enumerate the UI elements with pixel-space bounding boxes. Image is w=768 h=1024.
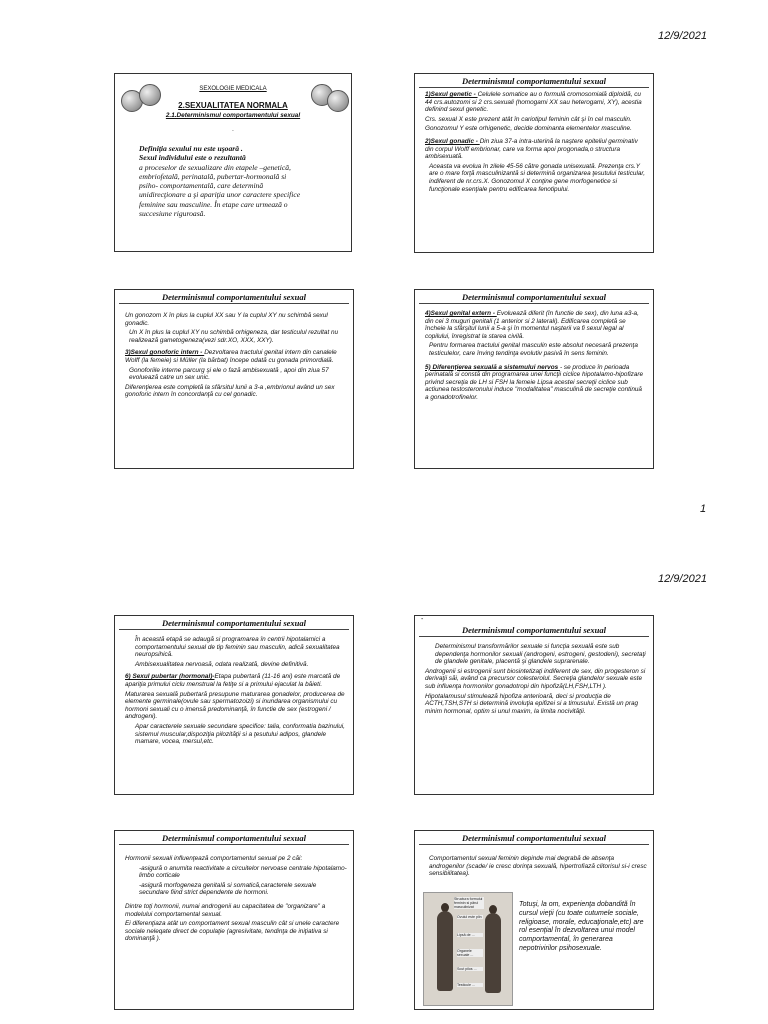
slide-androgeni xyxy=(114,830,354,1010)
slide-dash: - xyxy=(421,616,424,623)
page1-date: 12/9/2021 xyxy=(658,30,707,42)
slide-body xyxy=(415,637,653,715)
slide-sex-pubertar xyxy=(114,615,354,795)
cover-line: psiho- comportamentală, care determină xyxy=(139,181,264,191)
slide-title: Determinismul comportamentului sexual xyxy=(419,74,649,88)
page-number: 1 xyxy=(700,503,707,515)
slide-sex-gonoforic xyxy=(114,289,354,469)
cover-title: 2.SEXUALITATEA NORMALA xyxy=(178,101,288,110)
slide-sex-genital-extern xyxy=(414,289,654,469)
cover-line: feminine sau masculine. În etape care urmează o xyxy=(139,199,288,209)
cover-body xyxy=(139,144,343,218)
slide-side-text xyxy=(515,901,649,954)
para-lead: 6) Sexul pubertar (hormonal)- xyxy=(125,673,215,681)
para-text: Ambisexualitatea nervoasă, odata realizată, devine definitivă. xyxy=(135,660,309,668)
slide-sex-genetic xyxy=(414,73,654,253)
para-text: Gonozomul Y este orhigenetic, decide dominanta elementelor masculine. xyxy=(425,125,632,133)
para-text: Evoluează diferit (în functie de sex), din luna a3-a, din cei 3 muguri genitali (1 anterior si 2 laterali). Edificarea completă se încheie la sfârşitul lunii a 5-a şi în momentul naşterii va fi sexul legal al copilului, înregistrat la starea civilă. xyxy=(425,310,639,340)
slide-title: Determinismul comportamentului sexual xyxy=(119,290,349,304)
para-text: Un gonozom X în plus la cuplul XX sau Y la cuplul XY nu schimbă sexul gonadic. xyxy=(125,312,328,327)
slide-body xyxy=(415,88,653,193)
para-text: Pentru formarea tractului genital masculin este absolut necesară prezenţa testiculelor, care înving tendinţa evolutiv pasivă în sens feminin. xyxy=(429,342,638,357)
figure-label: Lipsă de ... xyxy=(457,933,483,937)
slide-title: Determinismul comportamentului sexual xyxy=(419,290,649,304)
para-text: Un X în plus la cuplul XY nu schimbă orhigeneza, dar testiculul rezultat nu realizează gametogeneza(vezi sdr.XO, XXX, XXY). xyxy=(129,329,339,344)
figure-label: Organele sexuale ... xyxy=(457,949,483,957)
para-text: Celulele somatice au o formulă cromosomială diploidă, cu 44 crs.autozomi si 2 crs.sexuali (homogami XX sau heterogami, XY), acestia definind sexul genetic. xyxy=(425,91,642,114)
slide-title: Determinismul comportamentului sexual xyxy=(419,623,649,637)
para-text: Hipotalamusul stimulează hipofiza anterioară, deci si producţia de ACTH,TSH,STH si determină involuţia epifizei si a timusului. Există un prag minim hormonal, optim si unul maxim, la limita nocivităţii. xyxy=(425,692,639,715)
para-text: -asigură morfogeneza genitală si somatică,caracterele sexuale secundare fiind strict dependente de hormoni. xyxy=(139,881,317,897)
para-text: Determinismul transformărilor sexuale si funcţia sexuală este sub dependenţa hormonilor sexuali (androgeni, estrogeni, gestodeni), secretaţi de glandele genitale, placentă şi glandele suprarenale. xyxy=(435,643,646,666)
figure-label: Testicule ... xyxy=(457,983,483,987)
para-text: Gonoforiile interne parcurg şi ele o fază ambisexuată , apoi din ziua 57 evoluează catre un sex unic. xyxy=(129,366,329,382)
cover-subtitle: 2.1.Determinismul comportamentului sexual xyxy=(165,112,301,119)
slide-title: Determinismul comportamentului sexual xyxy=(119,831,349,845)
slide-intro xyxy=(415,845,653,878)
para-text: - se produce în perioada perinatală si constă din programarea unei funcţii ciclice hipotalamo-hipofizare privind secreţia de LH si FSH la femeie Lipsa acestei secreţii ciclice sub actiunea testosteronului induce "modalitatea" masculină de secreţie continuă a gonadotrofinelor. xyxy=(425,363,644,401)
para-text: Apar caracterele sexuale secundare specifice: talia, conformatia bazinului, sistemul muscular,dispoziţia pilozităţii si a ţesutului adipos, glandele mamare, vocea, mersul,etc. xyxy=(135,722,345,746)
slide-comportament-feminin xyxy=(414,830,654,1010)
slide-cover xyxy=(114,73,352,252)
para-text: Dezvoltarea tractului genital intern din canalele Wolff (la femeie) si Müller (la bărbat) începe odată cu gonada primordială. xyxy=(125,349,337,364)
slide-hormoni-sexuali xyxy=(414,615,654,795)
para-text: Crs. sexual X este prezent atât în cariotipul feminin cât şi în cel masculin. xyxy=(425,115,632,123)
para-lead: 5) Diferenţierea sexuală a sistemului nervos xyxy=(425,363,560,371)
slide-body xyxy=(115,845,353,943)
para-text: Totuşi, la om, experienţa dobandită în cursul vieţii (cu toate cutumele sociale, religioase, morale, educaţionale,etc) are rol esenţial în dezvoltarea unui model comportamental, în generarea nepotrivirilor psihosexuale. xyxy=(519,901,644,952)
para-lead: 2)Sexul gonadic - xyxy=(425,137,480,145)
cover-line: a proceselor de sexualizare din etapele –genetică, xyxy=(139,162,291,172)
para-lead: 1)Sexul genetic - xyxy=(425,91,478,98)
para-lead: 3)Sexul gonoforic intern - xyxy=(125,349,205,357)
para-text: Etapa pubertară (11-16 ani) este marcată de apariţia primului ciclu menstrual la fetiţe si a primului ejaculat la băieti. xyxy=(125,673,341,688)
slide-body xyxy=(115,304,353,399)
cover-line: succesiune riguroasă. xyxy=(139,209,206,219)
para-text: Hormonii sexuali influenţează comportamentul sexual pe 2 căi: xyxy=(125,855,303,862)
slide-title: Determinismul comportamentului sexual xyxy=(419,831,649,845)
para-text: Androgenii si estrogenii sunt biosintetizaţi indiferent de sex, din progesteron si derivaţii săi, având ca precursor colesterolul. Secreţia glandelor sexuale este sub influenţa hormonilor gonadotropi din hipofiză(LH,FSH,LTH ). xyxy=(425,667,646,690)
page2-date: 12/9/2021 xyxy=(658,573,707,585)
para-text: Din ziua 37-a intra-uterină la naştere epiteliul germinativ din corpul Wolff embrionar, care va forma apoi progonada,o structura ambisexuată. xyxy=(425,137,638,161)
figure-person xyxy=(485,913,501,993)
cover-line: embriofetală, perinatală, pubertar-hormonală si xyxy=(139,171,287,181)
figure-person xyxy=(437,911,453,991)
cover-dot: . xyxy=(232,127,234,133)
figure-label: Scut pilos ... xyxy=(457,967,483,971)
para-text: Diferenţierea este completă la sfârsitul lunii a 3-a ,embrionul având un sex gonoforic intern în concordanţă cu cel gonadic. xyxy=(125,383,335,399)
para-text: -asigură o anumita reactivitate a circuitelor nervoase centrale hipotalamo-limbo corticale xyxy=(139,864,347,880)
figure-image xyxy=(423,892,513,1006)
para-text: Ei diferenţiaza atât un comportament sexual masculin cât si unele caractere sociale neleqate direct de copulaţie (agresivitate, tendinţa de iniţiativa si dominanţă ). xyxy=(125,920,340,943)
cover-line: Definiţia sexului nu este uşoară . xyxy=(139,144,243,153)
para-text: În această etapă se adaugă si programarea în centrii hipotalamici a comportamentului sexual de tip feminin sau masculin, adică sexualitatea neuropsihică. xyxy=(135,636,340,659)
slide-body xyxy=(415,304,653,402)
para-text: Aceasta va evolua în zilele 45-56 către gonada unisexuată. Prezenţa crs.Y are o mare forţă masculinizantă si determină organizarea ţesutului testicular, indiferent de nr.crs.X. Gonozomul X conţine gene morfogenetice si funcţionale esenţiale pentru edificarea fenotipului. xyxy=(429,162,645,193)
cover-line: Sexul individului este o rezultantă xyxy=(139,153,246,163)
slide-title: Determinismul comportamentului sexual xyxy=(119,616,349,630)
slide-body xyxy=(115,630,353,746)
para-text: Comportamentul sexual feminin depinde mai degrabă de absenţa androgenilor (scade/ ie cresc dorinţa sexuală, hipertrofiază clitorisul si-i cresc sensibilitatea). xyxy=(429,855,647,878)
cover-org: SEXOLOGIE MEDICALA xyxy=(199,86,267,92)
figure-label: Ovulul este plin xyxy=(457,915,482,919)
para-text: Dintre toţi hormonii, numai androgenii au capacitatea de "organizare" a modelului comportamental sexual. xyxy=(125,902,326,918)
para-lead: 4)Sexul genital extern - xyxy=(425,310,497,317)
figure-label: Structura formului feminin si părul masculinizat xyxy=(454,897,483,909)
cover-line: unidirecţionare a şi apariţia unor caractere specifice xyxy=(139,190,301,200)
para-text: Maturarea sexuală pubertară presupune maturarea gonadelor, producerea de elemente germinale(ovule sau spermatozoizi) si inundarea organismului cu hormoni sexuali cu o imensă predominanţă, în functie de sex (estrogeni / androgeni). xyxy=(125,690,345,721)
